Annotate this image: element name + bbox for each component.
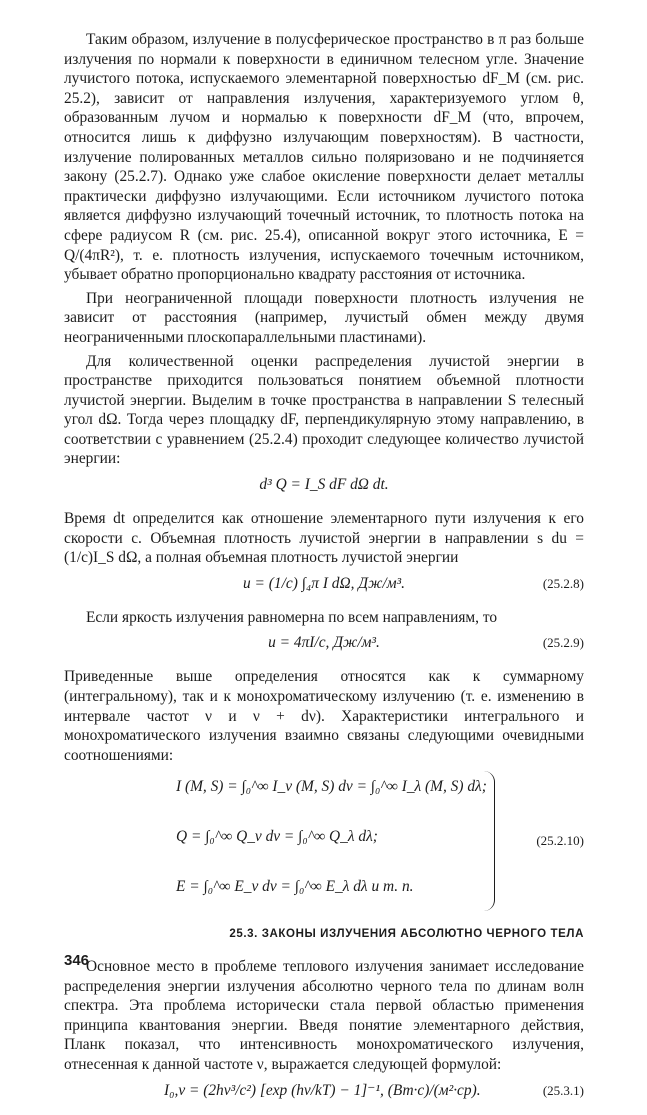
- formula-25-3-1: [64, 1081, 584, 1105]
- system-row-density: E = ∫₀^∞ E_ν dν = ∫₀^∞ E_λ dλ и т. п.: [176, 878, 414, 896]
- formula-25-2-8-text: u = (1/c) ∫₄π I dΩ, Дж/м³.: [243, 574, 405, 592]
- formula-energy-text: d³ Q = I_S dF dΩ dt.: [259, 476, 389, 494]
- formula-25-2-9-number: (25.2.9): [542, 635, 584, 651]
- formula-25-2-8-number: (25.2.8): [542, 575, 584, 591]
- formula-25-2-10-number: (25.2.10): [536, 833, 584, 849]
- formula-25-2-8: [64, 574, 584, 598]
- formula-25-2-9: [64, 633, 584, 657]
- system-row-flux: Q = ∫₀^∞ Q_ν dν = ∫₀^∞ Q_λ dλ;: [176, 828, 378, 846]
- paragraph-7: Основное место в проблеме теплового излучения занимает исследование распределения энергии излучения абсолютно черного тела по длинам волн спектра. Эта проблема исторически стала первой областью применения принципа квантования энергии. Введя понятие элементарного действия, Планк показал, что интенсивность монохроматического излучения, отнесенная к данной частоте ν, выражается следующей формулой:: [64, 958, 584, 1073]
- formula-system-25-2-10: [64, 769, 584, 919]
- paragraph-6: Приведенные выше определения относятся как к суммарному (интегральному), так и к монохроматическому излучению (т. е. изменению в интервале частот ν и ν + dν). Характеристики интегрального и монохроматического излучения взаимно связаны следующими очевидными соотношениями:: [64, 668, 584, 764]
- system-row-intensity: I (M, S) = ∫₀^∞ I_ν (M, S) dν = ∫₀^∞ I_λ (M, S) dλ;: [176, 778, 487, 796]
- formula-25-3-1-number: (25.3.1): [542, 1082, 584, 1098]
- formula-energy: [64, 475, 584, 499]
- paragraph-1: Таким образом, излучение в полусферическое пространство в π раз больше излучения по нормали к поверхности в единичном телесном угле. Значение лучистого потока, испускаемого элементарной поверхностью dF_M (см. рис. 25.2), зависит от направления излучения, характеризуемого углом θ, образованным лучом и нормалью к поверхности dF_M (что, впрочем, относится лишь к диффузно излучающим поверхностям). В частности, излучение полированных металлов сильно поляризовано и не подчиняется закону (25.2.7). Однако уже слабое окисление поверхности делает металлы практически диффузно излучающими. Если источником лучистого потока является диффузно излучающий точечный источник, то плотность потока на сфере радиусом R (см. рис. 25.4), описанной вокруг этого источника, E = Q/(4πR²), т. е. плотность излучения, испускаемого точечным источником, убывает обратно пропорционально квадрату расстояния от источника.: [64, 31, 584, 284]
- formula-25-2-9-text: u = 4πI/c, Дж/м³.: [268, 634, 380, 652]
- paragraph-4: Время dt определится как отношение элементарного пути излучения к его скорости c. Объемная плотность лучистой энергии в направлении s du = (1/c)I_S dΩ, а полная объемная плотность лучистой энергии: [64, 510, 584, 567]
- page-body: [64, 30, 584, 1115]
- paragraph-3: Для количественной оценки распределения лучистой энергии в пространстве приходится пользоваться понятием объемной плотности лучистой энергии. Выделим в точке пространства в направлении S телесный угол dΩ. Тогда через площадку dF, перпендикулярную этому направлению, в соответствии с уравнением (25.2.4) проходит следующее количество лучистой энергии:: [64, 352, 584, 468]
- paragraph-5: Если яркость излучения равномерна по всем направлениям, то: [86, 608, 498, 626]
- system-brace: [484, 771, 495, 911]
- page-number: 346: [64, 952, 90, 969]
- formula-25-3-1-text: I₀,ν = (2hν³/c²) [exp (hν/kT) − 1]⁻¹, (Вт·с)/(м²·ср).: [164, 1081, 481, 1099]
- paragraph-2: При неограниченной площади поверхности плотность излучения не зависит от расстояния (например, лучистый обмен между двумя неограниченными плоскопараллельными пластинами).: [64, 289, 584, 346]
- section-heading: 25.3. ЗАКОНЫ ИЗЛУЧЕНИЯ АБСОЛЮТНО ЧЕРНОГО ТЕЛА: [229, 928, 584, 941]
